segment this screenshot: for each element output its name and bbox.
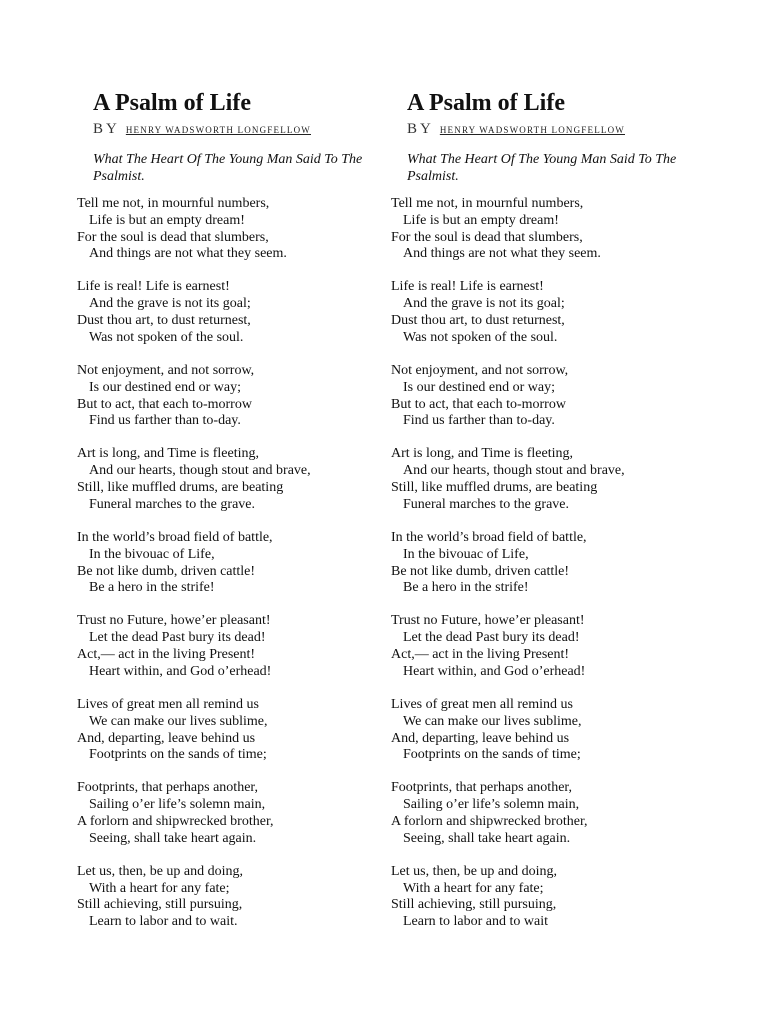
poem-line: Life is but an empty dream! xyxy=(403,212,559,228)
poem-line: Was not spoken of the soul. xyxy=(403,329,558,345)
byline xyxy=(407,119,625,140)
poem-line: In the bivouac of Life, xyxy=(89,546,215,562)
stanza xyxy=(77,697,397,764)
poem-line: Still achieving, still pursuing, xyxy=(391,897,557,913)
stanza xyxy=(77,613,397,680)
poem-line: Be a hero in the strife! xyxy=(89,580,215,596)
poem-line: Act,— act in the living Present! xyxy=(391,647,570,663)
poem-line: For the soul is dead that slumbers, xyxy=(391,229,583,245)
poem-line: Art is long, and Time is fleeting, xyxy=(77,446,259,462)
poem-line: Sailing o’er life’s solemn main, xyxy=(403,797,580,813)
poem-line: Was not spoken of the soul. xyxy=(89,329,244,345)
poem-body xyxy=(77,196,397,947)
poem-line: Dust thou art, to dust returnest, xyxy=(77,313,251,329)
poem-line: Sailing o’er life’s solemn main, xyxy=(89,797,266,813)
poem-line: Be not like dumb, driven cattle! xyxy=(391,563,570,579)
poem-line: Still, like muffled drums, are beating xyxy=(77,480,284,496)
poem-line: And the grave is not its goal; xyxy=(89,296,251,312)
poem-line: Life is real! Life is earnest! xyxy=(77,279,230,295)
stanza xyxy=(391,363,711,430)
poem-line: Still achieving, still pursuing, xyxy=(77,897,243,913)
poem-line: And things are not what they seem. xyxy=(89,246,287,262)
poem-line: Be a hero in the strife! xyxy=(403,580,529,596)
poem-subtitle: What The Heart Of The Young Man Said To The Psalmist. xyxy=(93,152,363,184)
poem-line: We can make our lives sublime, xyxy=(89,713,268,729)
poem-title: A Psalm of Life xyxy=(93,90,251,116)
poem-line: Let the dead Past bury its dead! xyxy=(403,630,580,646)
poem-line: And our hearts, though stout and brave, xyxy=(89,463,311,479)
poem-line: Seeing, shall take heart again. xyxy=(89,830,257,846)
poem-body xyxy=(391,196,711,947)
author-link[interactable]: HENRY WADSWORTH LONGFELLOW xyxy=(125,125,311,135)
poem-line: Let the dead Past bury its dead! xyxy=(89,630,266,646)
poem-line: Find us farther than to-day. xyxy=(89,413,241,429)
poem-line: But to act, that each to-morrow xyxy=(77,396,252,412)
poem-line: Be not like dumb, driven cattle! xyxy=(77,563,256,579)
author-link[interactable]: HENRY WADSWORTH LONGFELLOW xyxy=(439,125,625,135)
poem-line: Life is real! Life is earnest! xyxy=(391,279,544,295)
poem-line: Heart within, and God o’erhead! xyxy=(89,663,272,679)
poem-line: And the grave is not its goal; xyxy=(403,296,565,312)
by-label: BY xyxy=(93,121,120,137)
poem-line: Funeral marches to the grave. xyxy=(89,496,255,512)
poem-line: In the bivouac of Life, xyxy=(403,546,529,562)
stanza xyxy=(391,279,711,346)
poem-line: Dust thou art, to dust returnest, xyxy=(391,313,565,329)
stanza xyxy=(77,279,397,346)
poem-line: And things are not what they seem. xyxy=(403,246,601,262)
by-label: BY xyxy=(407,121,434,137)
stanza xyxy=(77,864,397,931)
poem-line: For the soul is dead that slumbers, xyxy=(77,229,269,245)
stanza xyxy=(391,530,711,597)
poem-line: Still, like muffled drums, are beating xyxy=(391,480,598,496)
stanza xyxy=(77,446,397,513)
poem-line: In the world’s broad field of battle, xyxy=(391,529,587,545)
poem-line: Trust no Future, howe’er pleasant! xyxy=(77,613,271,629)
poem-line: And our hearts, though stout and brave, xyxy=(403,463,625,479)
poem-line: And, departing, leave behind us xyxy=(391,730,570,746)
stanza xyxy=(391,196,711,263)
poem-line: Find us farther than to-day. xyxy=(403,413,555,429)
poem-line: Footprints, that perhaps another, xyxy=(391,780,573,796)
poem-line: With a heart for any fate; xyxy=(403,880,544,896)
poem-line: Tell me not, in mournful numbers, xyxy=(391,196,584,211)
stanza xyxy=(391,613,711,680)
poem-line: Life is but an empty dream! xyxy=(89,212,245,228)
byline xyxy=(93,119,311,140)
poem-line: Not enjoyment, and not sorrow, xyxy=(77,362,255,378)
poem-line: Let us, then, be up and doing, xyxy=(391,863,558,879)
stanza xyxy=(77,530,397,597)
stanza xyxy=(77,196,397,263)
stanza xyxy=(391,446,711,513)
poem-line: Is our destined end or way; xyxy=(403,379,556,395)
poem-line: Let us, then, be up and doing, xyxy=(77,863,244,879)
stanza xyxy=(391,864,711,931)
poem-line: Footprints, that perhaps another, xyxy=(77,780,259,796)
poem-line: Lives of great men all remind us xyxy=(391,696,573,712)
poem-line: Art is long, and Time is fleeting, xyxy=(391,446,573,462)
poem-line: Heart within, and God o’erhead! xyxy=(403,663,586,679)
poem-line: And, departing, leave behind us xyxy=(77,730,256,746)
stanza xyxy=(77,363,397,430)
poem-line: Funeral marches to the grave. xyxy=(403,496,569,512)
poem-line: Is our destined end or way; xyxy=(89,379,242,395)
poem-line: A forlorn and shipwrecked brother, xyxy=(77,813,274,829)
poem-line: Tell me not, in mournful numbers, xyxy=(77,196,270,211)
stanza xyxy=(391,697,711,764)
poem-line: Lives of great men all remind us xyxy=(77,696,259,712)
poem-title: A Psalm of Life xyxy=(407,90,565,116)
poem-line: We can make our lives sublime, xyxy=(403,713,582,729)
poem-line: A forlorn and shipwrecked brother, xyxy=(391,813,588,829)
poem-line: Learn to labor and to wait xyxy=(403,914,549,930)
poem-line: Learn to labor and to wait. xyxy=(89,914,238,930)
poem-line: Not enjoyment, and not sorrow, xyxy=(391,362,569,378)
poem-line: With a heart for any fate; xyxy=(89,880,230,896)
poem-subtitle: What The Heart Of The Young Man Said To The Psalmist. xyxy=(407,152,677,184)
poem-line: Footprints on the sands of time; xyxy=(89,747,267,763)
poem-line: In the world’s broad field of battle, xyxy=(77,529,273,545)
poem-line: Footprints on the sands of time; xyxy=(403,747,581,763)
stanza xyxy=(77,780,397,847)
poem-line: But to act, that each to-morrow xyxy=(391,396,566,412)
poem-line: Trust no Future, howe’er pleasant! xyxy=(391,613,585,629)
stanza xyxy=(391,780,711,847)
poem-line: Act,— act in the living Present! xyxy=(77,647,256,663)
poem-line: Seeing, shall take heart again. xyxy=(403,830,571,846)
